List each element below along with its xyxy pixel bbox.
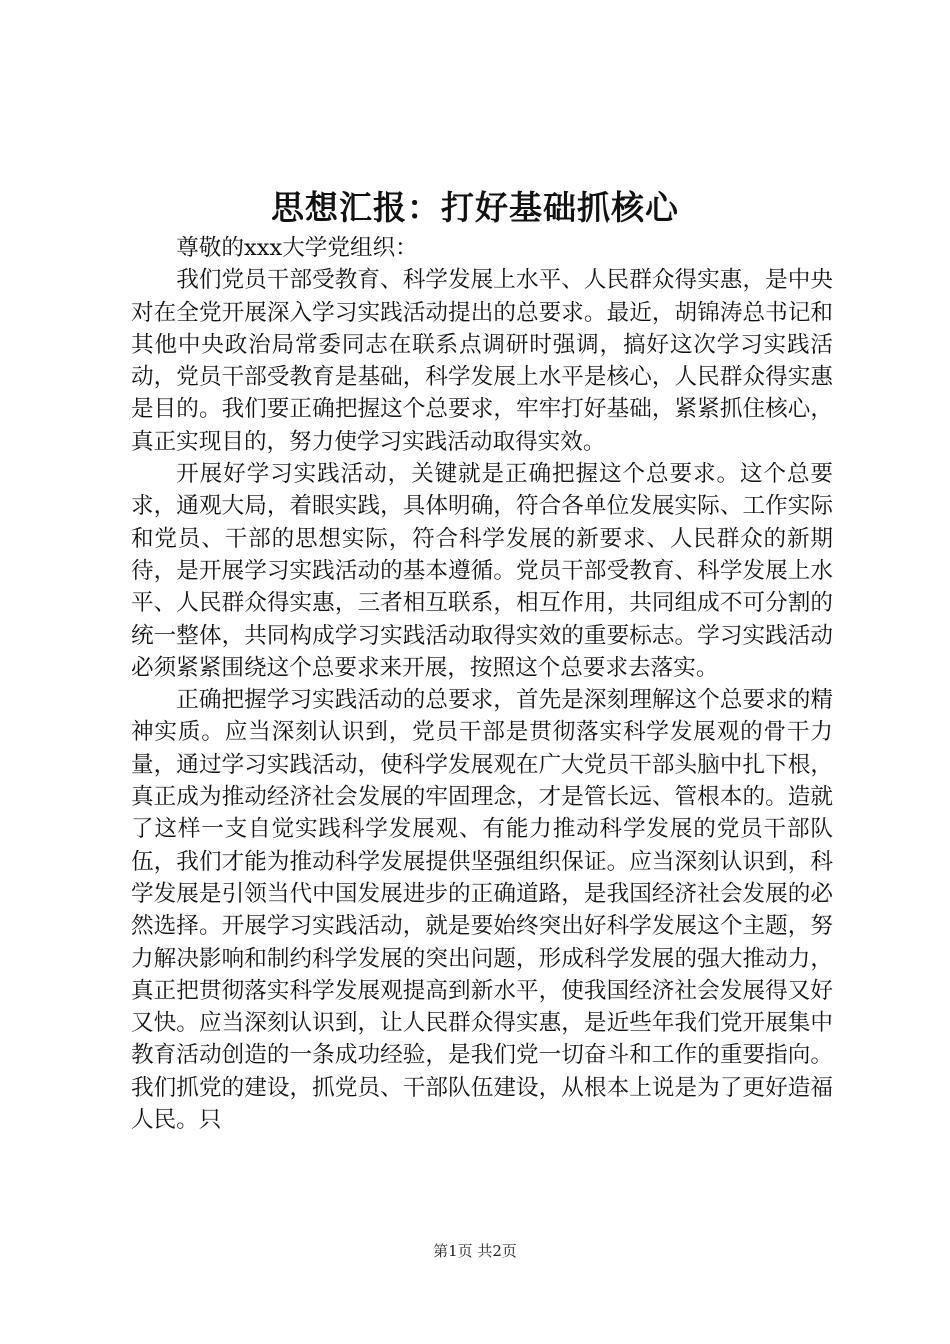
paragraph-1: 我们党员干部受教育、科学发展上水平、人民群众得实惠，是中央对在全党开展深入学习实践活动提出的总要求。最近，胡锦涛总书记和其他中央政治局常委同志在联系点调研时强调，搞好这次学习实践活动，党员干部受教育是基础，科学发展上水平是核心，人民群众得实惠是目的。我们要正确把握这个总要求，牢牢打好基础，紧紧抓住核心，真正实现目的，努力使学习实践活动取得实效。 [131,267,833,455]
paragraph-3: 正确把握学习实践活动的总要求，首先是深刻理解这个总要求的精神实质。应当深刻认识到，党员干部是贯彻落实科学发展观的骨干力量，通过学习实践活动，使科学发展观在广大党员干部头脑中扎下根，真正成为推动经济社会发展的牢固理念，才是管长远、管根本的。造就了这样一支自觉实践科学发展观、有能力推动科学发展的党员干部队伍，我们才能为推动科学发展提供坚强组织保证。应当深刻认识到，科学发展是引领当代中国发展进步的正确道路，是我国经济社会发展的必然选择。开展学习实践活动，就是要始终突出好科学发展这个主题，努力解决影响和制约科学发展的突出问题，形成科学发展的强大推动力，真正把贯彻落实科学发展观提高到新水平，使我国经济社会发展得又好又快。应当深刻认识到，让人民群众得实惠，是近些年我们党开展集中教育活动创造的一条成功经验，是我们党一切奋斗和工作的重要指向。我们抓党的建设，抓党员、干部队伍建设，从根本上说是为了更好造福人民。只 [131,687,833,1134]
salutation: 尊敬的xxx大学党组织： [176,235,418,261]
paragraph-2: 开展好学习实践活动，关键就是正确把握这个总要求。这个总要求，通观大局，着眼实践，具体明确，符合各单位发展实际、工作实际和党员、干部的思想实际，符合科学发展的新要求、人民群众的新期待，是开展学习实践活动的基本遵循。党员干部受教育、科学发展上水平、人民群众得实惠，三者相互联系，相互作用，共同组成不可分割的统一整体，共同构成学习实践活动取得实效的重要标志。学习实践活动必须紧紧围绕这个总要求来开展，按照这个总要求去落实。 [131,461,833,681]
document-title: 思想汇报：打好基础抓核心 [271,188,679,227]
document-body [131,232,833,1136]
page-footer: 第1页 共2页 [433,1242,517,1260]
